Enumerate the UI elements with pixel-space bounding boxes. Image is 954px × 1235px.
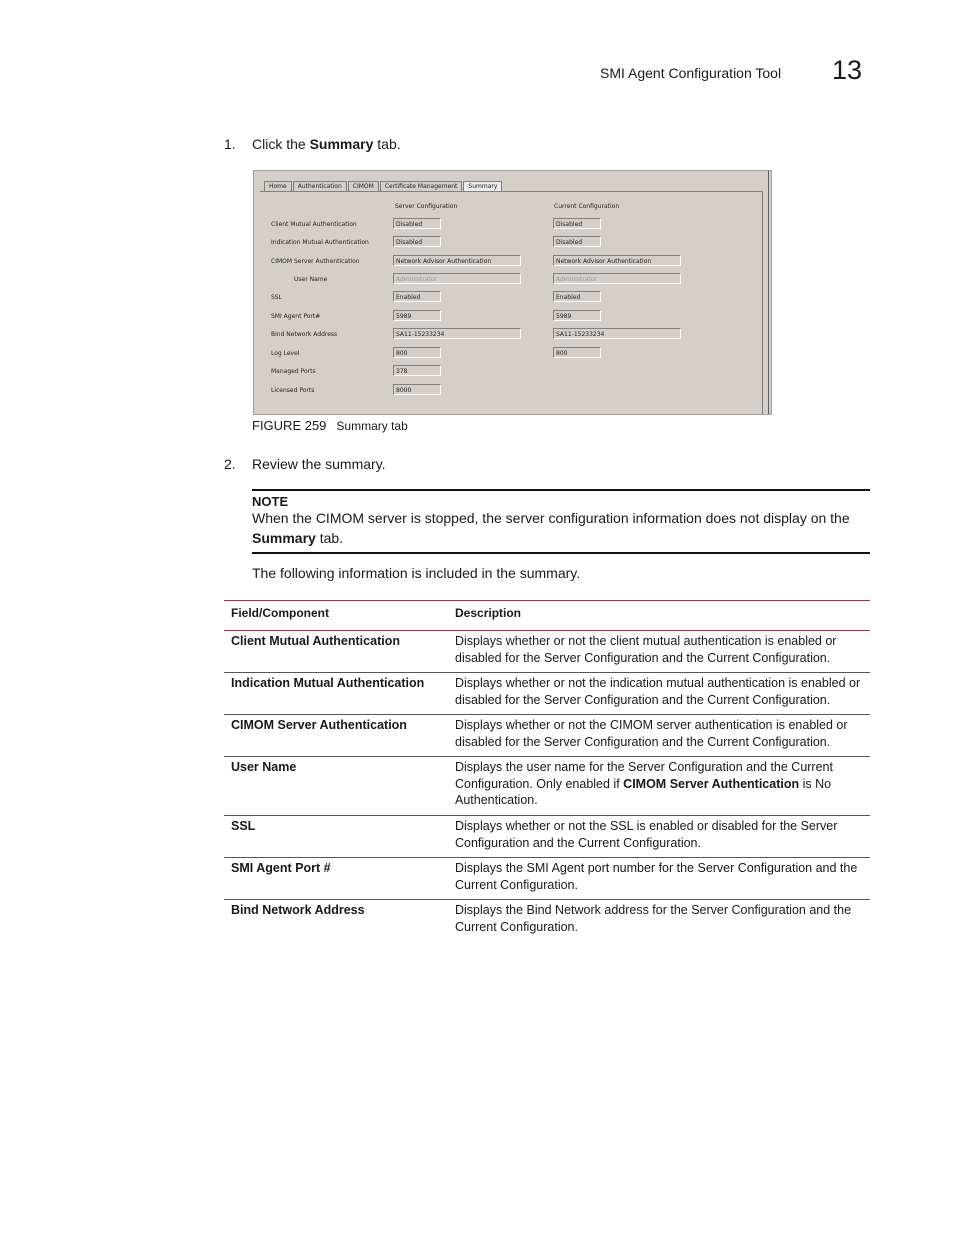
row-description-bold: CIMOM Server Authentication <box>623 776 800 791</box>
note-text-pre: When the CIMOM server is stopped, the server configuration information does not display on the <box>252 510 850 526</box>
panel-right-border <box>762 191 763 414</box>
server-value: 5989 <box>393 310 441 321</box>
table-row <box>224 858 870 900</box>
step-1-bold: Summary <box>309 136 374 152</box>
chapter-number: 13 <box>832 55 863 85</box>
step-1-number: 1. <box>224 136 236 152</box>
step-1-pre: Click the <box>252 136 310 152</box>
figure-number: FIGURE 259 <box>252 418 327 433</box>
row-field: SMI Agent Port # <box>231 861 331 875</box>
field-label: Managed Ports <box>271 368 316 375</box>
current-value: Disabled <box>553 236 601 247</box>
server-value: 8000 <box>393 384 441 395</box>
note-title: NOTE <box>252 494 289 509</box>
server-value: 378 <box>393 365 441 376</box>
column-header-description: Description <box>455 606 522 620</box>
server-value: Disabled <box>393 236 441 247</box>
field-label: CIMOM Server Authentication <box>271 258 360 265</box>
server-config-heading: Server Configuration <box>395 203 458 210</box>
row-description: Displays whether or not the client mutual authentication is enabled or disabled for the Server Configuration and the Current Configuration. <box>455 634 837 665</box>
step-2-number: 2. <box>224 456 236 472</box>
table-row <box>224 631 870 673</box>
note-text-post: tab. <box>315 529 344 546</box>
server-value: Disabled <box>393 218 441 229</box>
tab-cimom[interactable]: CIMOM <box>348 181 379 192</box>
row-field: Client Mutual Authentication <box>231 634 400 648</box>
row-description-pre: Displays the user name for the Server Configuration and the Current Configuration. Only enabled if <box>455 760 833 791</box>
column-header-field: Field/Component <box>231 606 329 620</box>
row-description: Displays whether or not the SSL is enabled or disabled for the Server Configuration and the Current Configuration. <box>455 819 838 850</box>
summary-tab-screenshot <box>253 170 772 415</box>
page-header-title: SMI Agent Configuration Tool <box>600 65 782 81</box>
current-value: SA11-15233234 <box>553 328 681 339</box>
field-label: Log Level <box>271 350 300 357</box>
tab-authentication[interactable]: Authentication <box>293 181 347 192</box>
table-row <box>224 715 870 757</box>
current-value: Disabled <box>553 218 601 229</box>
window-scroll-edge <box>768 171 769 414</box>
row-description: Displays the Bind Network address for the Server Configuration and the Current Configuration. <box>455 903 852 934</box>
row-field: CIMOM Server Authentication <box>231 718 407 732</box>
server-value: Network Advisor Authentication <box>393 255 521 266</box>
table-row <box>224 757 870 816</box>
row-description: Displays the SMI Agent port number for the Server Configuration and the Current Configuration. <box>455 861 858 892</box>
note-top-rule <box>252 489 870 491</box>
step-1 <box>224 136 624 154</box>
intro-paragraph: The following information is included in the summary. <box>252 565 581 581</box>
table-header-row <box>224 601 870 631</box>
current-value: Administrator <box>553 273 681 284</box>
server-value: 800 <box>393 347 441 358</box>
current-value: 800 <box>553 347 601 358</box>
field-label: SSL <box>271 294 282 301</box>
current-value: 5989 <box>553 310 601 321</box>
field-label: Client Mutual Authentication <box>271 221 357 228</box>
row-description: Displays whether or not the indication mutual authentication is enabled or disabled for the Server Configuration and the Current Configuration. <box>455 676 861 707</box>
panel-border <box>260 191 763 192</box>
current-value: Network Advisor Authentication <box>553 255 681 266</box>
step-2-text: Review the summary. <box>252 456 386 472</box>
field-label: User Name <box>294 276 328 283</box>
row-description <box>455 757 870 815</box>
server-value: Administrator <box>393 273 521 284</box>
server-value: SA11-15233234 <box>393 328 521 339</box>
row-field: SSL <box>231 819 256 833</box>
note-text <box>252 509 868 548</box>
row-description: Displays whether or not the CIMOM server authentication is enabled or disabled for the Server Configuration and the Current Configuration. <box>455 718 848 749</box>
row-field: User Name <box>231 760 297 774</box>
server-value: Enabled <box>393 291 441 302</box>
note-text-bold: Summary <box>252 529 316 546</box>
row-description-post: is No Authentication. <box>455 776 832 807</box>
field-label: SMI Agent Port# <box>271 313 321 320</box>
row-field: Indication Mutual Authentication <box>231 676 425 690</box>
step-2 <box>224 456 624 474</box>
step-1-post: tab. <box>373 136 401 152</box>
summary-fields-table <box>224 600 870 942</box>
tab-bar <box>264 181 503 191</box>
table-row <box>224 900 870 942</box>
table-row <box>224 816 870 858</box>
tab-home[interactable]: Home <box>264 181 292 192</box>
row-field: Bind Network Address <box>231 903 365 917</box>
figure-title: Summary tab <box>336 419 408 433</box>
table-row <box>224 673 870 715</box>
note-bottom-rule <box>252 552 870 554</box>
current-value: Enabled <box>553 291 601 302</box>
tab-certificate-management[interactable]: Certificate Management <box>380 181 463 192</box>
step-1-text <box>252 136 401 152</box>
field-label: Bind Network Address <box>271 331 338 338</box>
field-label: Licensed Ports <box>271 387 315 394</box>
current-config-heading: Current Configuration <box>554 203 620 210</box>
field-label: Indication Mutual Authentication <box>271 239 369 246</box>
tab-summary[interactable]: Summary <box>463 181 502 192</box>
figure-caption <box>252 418 408 433</box>
